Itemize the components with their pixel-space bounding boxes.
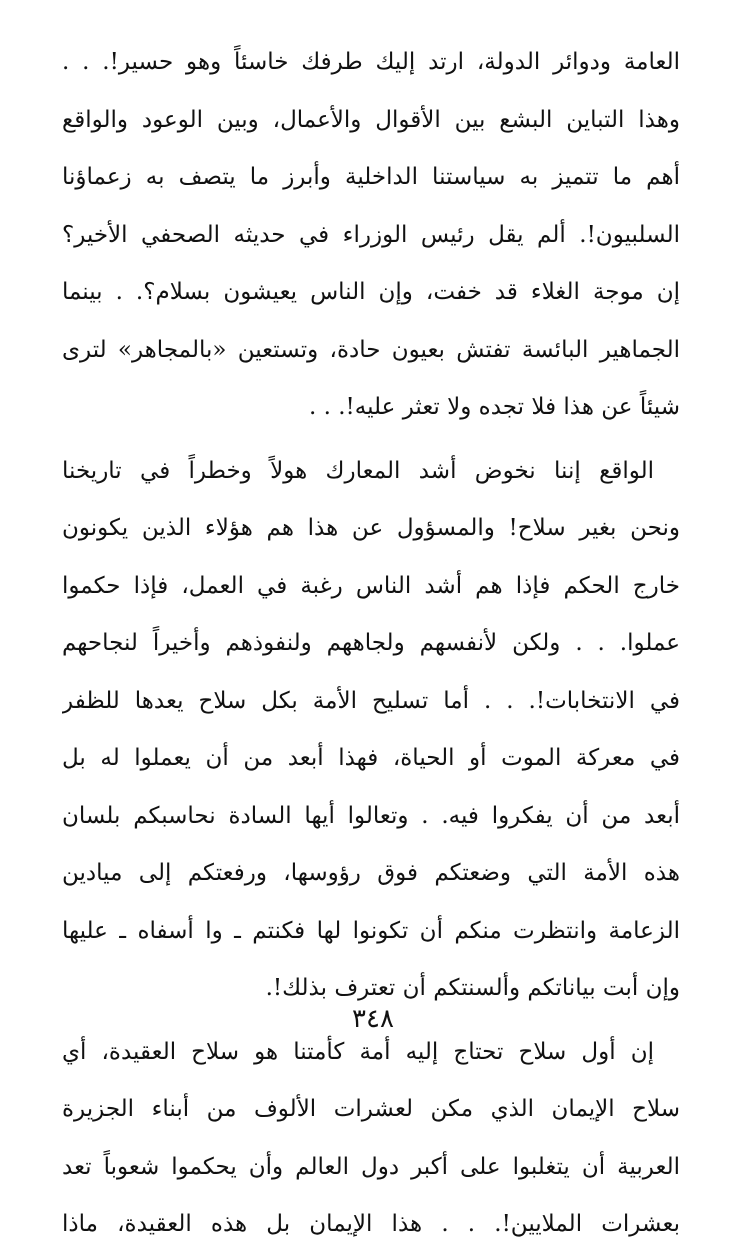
text-line: وإن أبت بياناتكم وألسنتكم أن تعترف بذلك!. [265, 975, 680, 1001]
text-line: خارج الحكم فإذا هم أشد الناس رغبة في العمل، فإذا حكموا [62, 572, 680, 599]
text-line: العربية أن يتغلبوا على أكبر دول العالم وأن يحكموا شعوباً تعد [62, 1153, 680, 1180]
text-line: ونحن بغير سلاح! والمسؤول عن هذا هم هؤلاء الذين يكونون [62, 515, 680, 541]
text-line: السلبيون!. ألم يقل رئيس الوزراء في حديثه الصحفي الأخير؟ [62, 221, 680, 248]
text-line: الواقع إننا نخوض أشد المعارك هولاً وخطراً في تاريخنا [62, 457, 654, 484]
text-line: العامة ودوائر الدولة، ارتد إليك طرفك خاسئاً وهو حسير!. . . [62, 49, 680, 75]
text-line: شيئاً عن هذا فلا تجده ولا تعثر عليه!. . . [308, 394, 680, 420]
text-line: سلاح الإيمان الذي مكن لعشرات الألوف من أبناء الجزيرة [62, 1096, 680, 1122]
paragraph-3 [62, 1024, 680, 1254]
text-line: الجماهير البائسة تفتش بعيون حادة، وتستعين «بالمجاهر» لترى [62, 336, 680, 363]
text-line: وهذا التباين البشع بين الأقوال والأعمال، وبين الوعود والواقع [62, 106, 680, 133]
page-number: ٣٤٨ [352, 1004, 394, 1034]
paragraph-2 [62, 443, 680, 1018]
text-line: هذه الأمة التي وضعتكم فوق رؤوسها، ورفعتكم إلى ميادين [62, 860, 680, 886]
text-line: إن موجة الغلاء قد خفت، وإن الناس يعيشون بسلام؟. . بينما [62, 279, 680, 305]
page-text-body [62, 34, 680, 1237]
text-line: إن أول سلاح تحتاج إليه أمة كأمتنا هو سلاح العقيدة، أي [62, 1038, 654, 1065]
text-line: بعشرات الملايين!. . . هذا الإيمان بل هذه العقيدة، ماذا [62, 1211, 680, 1237]
text-line: في الانتخابات!. . . أما تسليح الأمة بكل سلاح يعدها للظفر [62, 687, 680, 714]
text-line: أهم ما تتميز به سياستنا الداخلية وأبرز ما يتصف به زعماؤنا [62, 164, 680, 190]
paragraph-1 [62, 34, 680, 437]
text-line: أبعد من أن يفكروا فيه. . وتعالوا أيها السادة نحاسبكم بلسان [62, 802, 680, 829]
text-line: عملوا. . . ولكن لأنفسهم ولجاههم ولنفوذهم وأخيراً لنجاحهم [62, 630, 680, 656]
text-line: الزعامة وانتظرت منكم أن تكونوا لها فكنتم ـ وا أسفاه ـ عليها [62, 917, 680, 944]
text-line: في معركة الموت أو الحياة، فهذا أبعد من أن يعملوا له بل [62, 745, 680, 771]
